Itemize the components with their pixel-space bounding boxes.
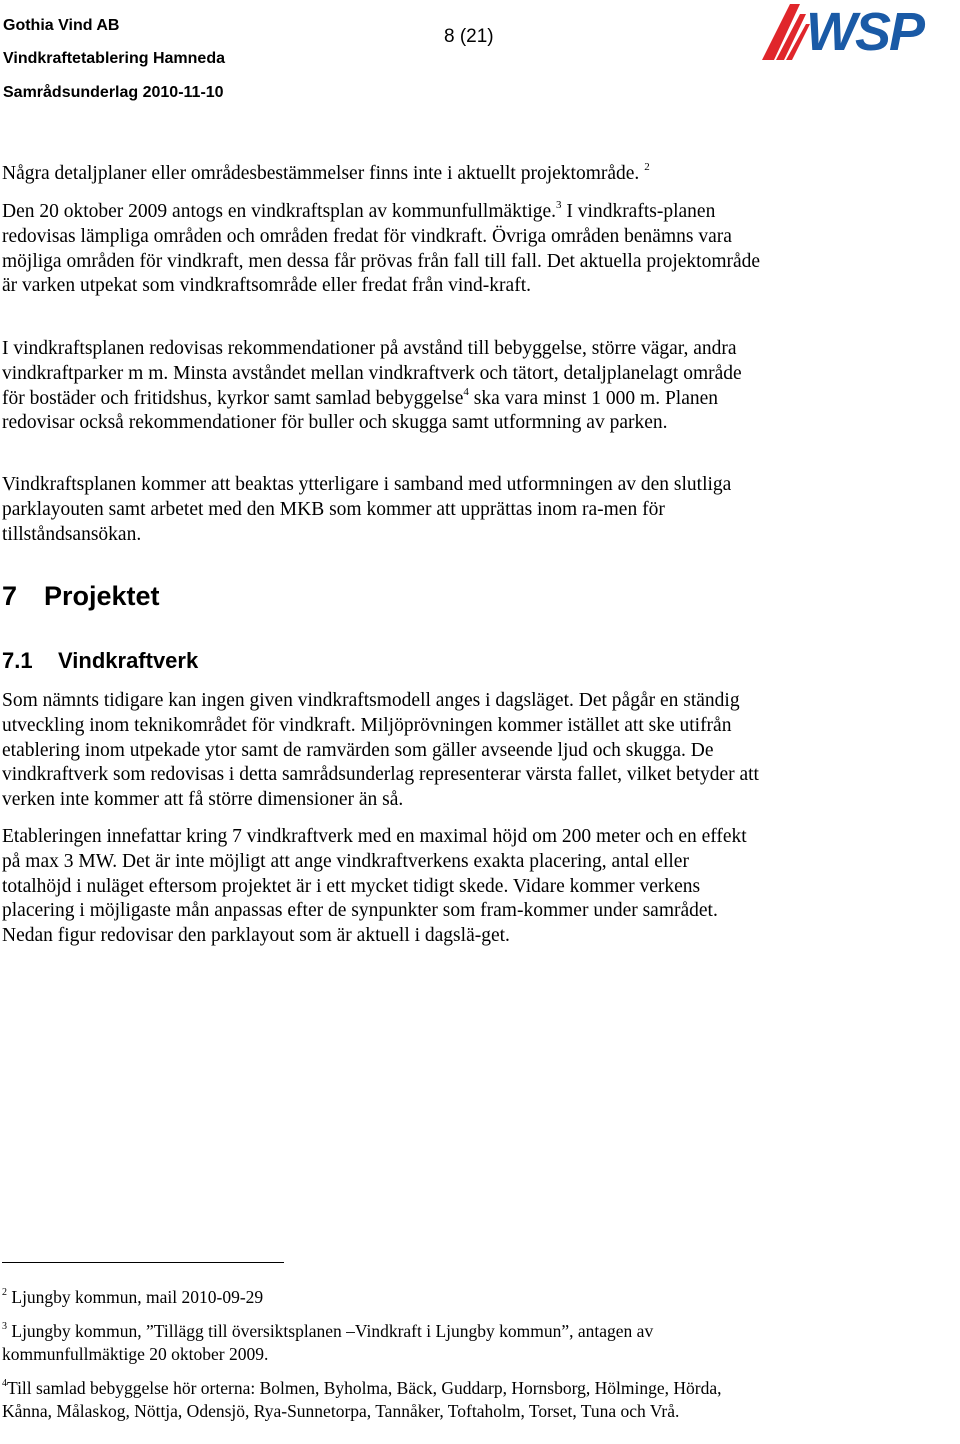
paragraph-detailplans: Några detaljplaner eller områdesbestämmelser finns inte i aktuellt projektområde. $^2$ [2, 161, 650, 184]
paragraph-distance-recommendations: I vindkraftsplanen redovisas rekommendationer på avstånd till bebyggelse, större vägar, andra vindkraftparker m m. Minsta avståndet mellan vindkraftverk och tätort, detaljplanelagt område för bostäder och fritidshus, kyrkor samt samlad bebyggelse$^4$ ska vara minst 1 000 m. Planen redovisar också rekommendationer för buller och skugga samt utformning av parken. [2, 338, 742, 434]
logo-wordmark: WSP [806, 2, 924, 62]
footnote-ref-4: 4 [463, 385, 469, 398]
paragraph-windpower-plan: Den 20 oktober 2009 antogs en vindkraftsplan av kommunfullmäktige.$^3$ I vindkrafts-planen redovisas lämpliga områden och områden fredat för vindkraft. Övriga områden benämns vara möjliga områden för vindkraft, men dessa får prövas från fall till fall. Det aktuella projektområde är varken utpekat som vindkraftsområde eller fredat från vind-kraft. [2, 199, 761, 297]
footnote-3: $^3$ Ljungby kommun, ”Tillägg till översiktsplanen –Vindkraft i Ljungby kommun”, antagen av kommunfullmäktige 20 oktober 2009. [2, 1321, 654, 1364]
logo-stripes [762, 4, 810, 60]
paragraph-park-layout: Vindkraftsplanen kommer att beaktas ytterligare i samband med utformningen av den slutliga parklayouten samt arbetet med den MKB som kommer att upprättas inom ra-men för tillståndsansökan. [2, 474, 732, 545]
header-document-date: Samrådsunderlag 2010-11-10 [3, 84, 224, 101]
footnote-divider [2, 1262, 284, 1263]
footnote-ref-2: 2 [644, 161, 650, 173]
paragraph-turbine-model: Som nämnts tidigare kan ingen given vindkraftsmodell anges i dagsläget. Det pågår en ständig utveckling inom teknikområdet för vindkraft. Miljöprövningen kommer istället att ske utifrån etablering inom utpekade ytor samt de ramvärden som gäller avseende ljud och skugga. De vindkraftverk som redovisas i detta samrådsunderlag representerar värsta fallet, vilket betyder att verken inte kommer att få större dimensioner än så. [2, 690, 759, 811]
paragraph-establishment: Etableringen innefattar kring 7 vindkraftverk med en maximal höjd om 200 meter och en effekt på max 3 MW. Det är inte möjligt att ange vindkraftverkens exakta placering, antal eller totalhöjd i nuläget eftersom projektet är i ett mycket tidigt skede. Vidare kommer verkens placering i möjligaste mån anpassas efter de synpunkter som fram-kommer under samrådet. Nedan figur redovisar den parklayout som är aktuell i dagslä-get. [2, 826, 747, 947]
footnote-ref-3: 3 [556, 199, 562, 211]
wsp-logo [760, 0, 960, 66]
section-heading-projektet: 7 Projektet [2, 581, 160, 611]
section-heading-vindkraftverk: 7.1 Vindkraftverk [2, 648, 199, 673]
header-project: Vindkraftetablering Hamneda [3, 50, 225, 67]
footnote-4: $^4$Till samlad bebyggelse hör orterna: Bolmen, Byholma, Bäck, Guddarp, Hornsborg, Hölminge, Hörda, Kånna, Målaskog, Nöttja, Odensjö, Rya-Sunnetorpa, Tannåker, Toftaholm, Torset, Tuna och Vrå. [2, 1378, 722, 1421]
header-company: Gothia Vind AB [3, 17, 120, 34]
footnote-2: $^2$ Ljungby kommun, mail 2010-09-29 [2, 1287, 264, 1307]
page-number: 8 (21) [444, 26, 494, 47]
